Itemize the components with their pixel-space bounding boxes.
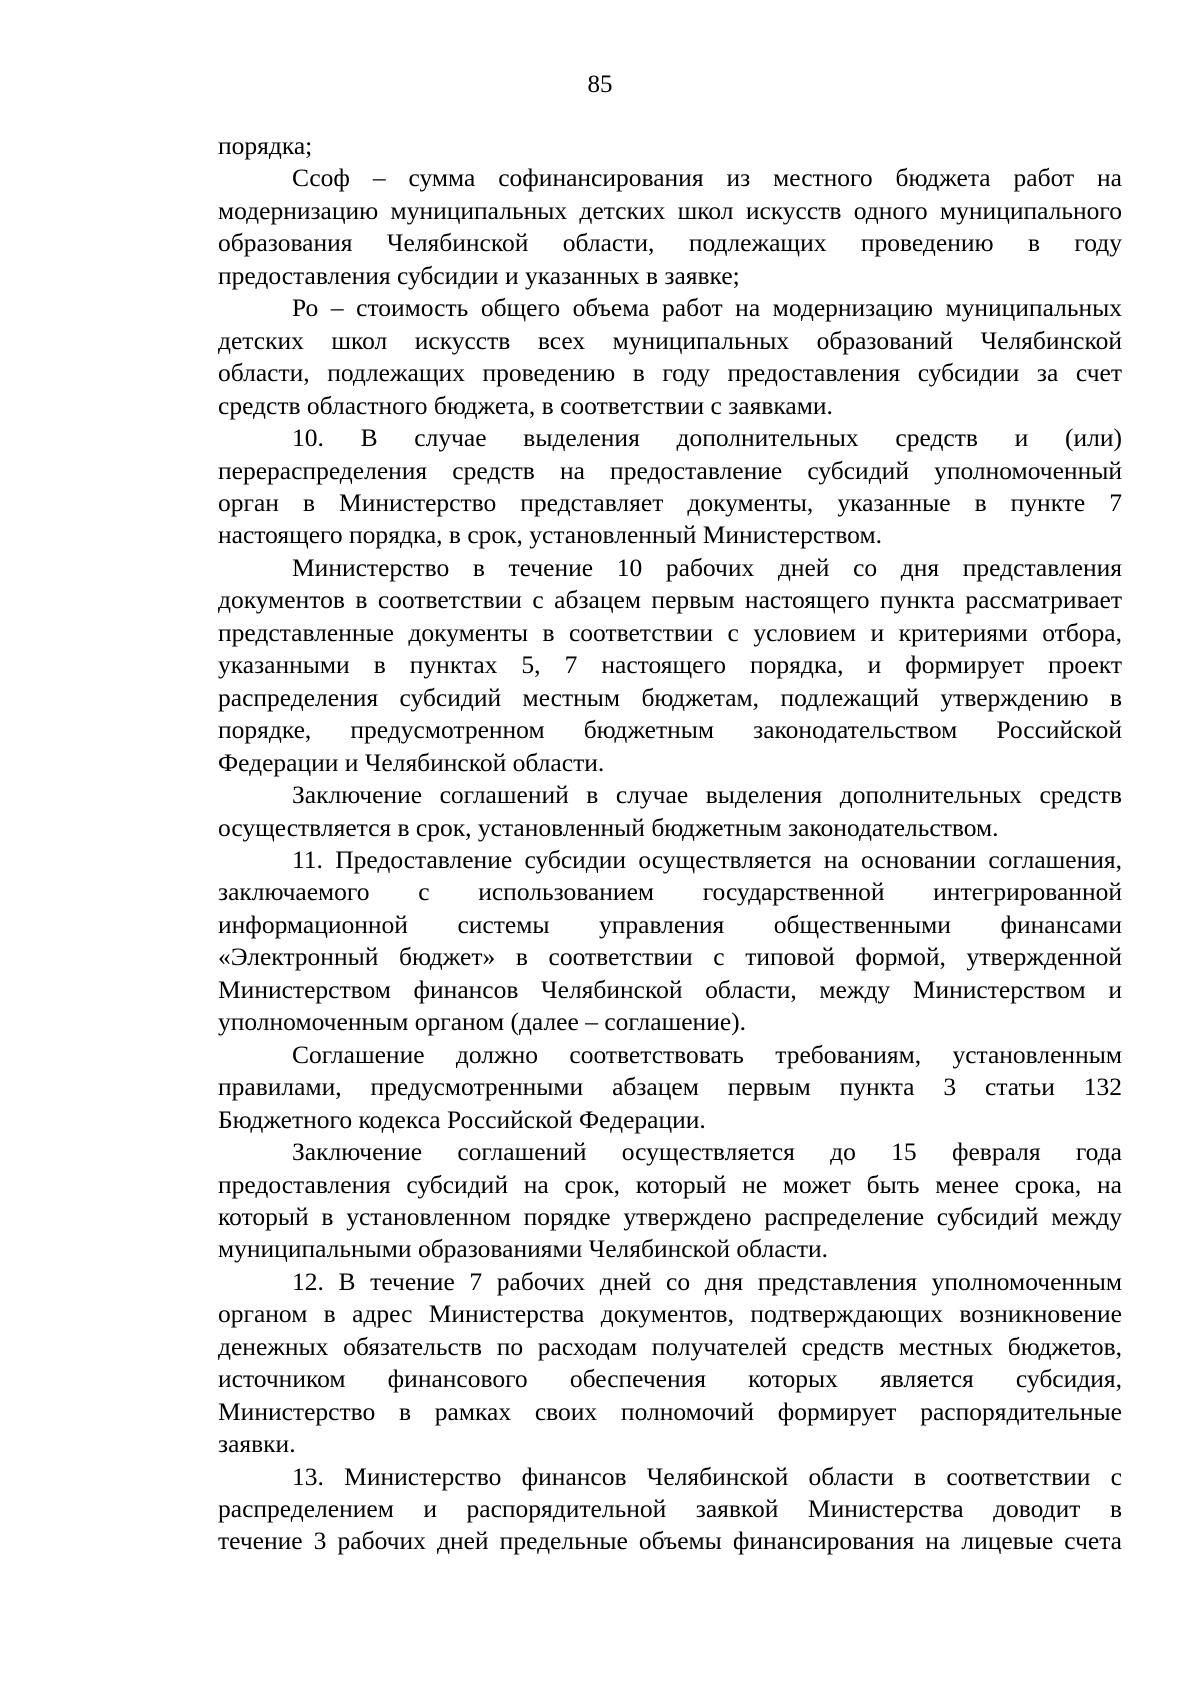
text-line: представленные документы в соответствии с условием и критериями отбора, (218, 617, 1122, 647)
text-line: 13. Министерство финансов Челябинской области в соответствии с (292, 1461, 1122, 1491)
text-line: 12. В течение 7 рабочих дней со дня представления уполномоченным (292, 1266, 1122, 1296)
text-line: модернизацию муниципальных детских школ искусств одного муниципального (218, 195, 1122, 225)
paragraph (144, 422, 1122, 552)
paragraph (144, 779, 1122, 844)
paragraph (144, 130, 1122, 162)
text-line: органом в адрес Министерства документов, подтверждающих возникновение (218, 1299, 1122, 1329)
text-line: течение 3 рабочих дней предельные объемы финансирования на лицевые счета (218, 1526, 1122, 1556)
page-number: 85 (587, 71, 613, 98)
text-line: правилами, предусмотренными абзацем первым пункта 3 статьи 132 (218, 1072, 1122, 1102)
paragraph (144, 1266, 1122, 1461)
text-line: орган в Министерство представляет документы, указанные в пункте 7 (218, 487, 1122, 517)
text-line: предоставления субсидий на срок, который не может быть менее срока, на (218, 1169, 1122, 1199)
text-line: Ссоф – сумма софинансирования из местного бюджета работ на (292, 163, 1122, 193)
text-line: Соглашение должно соответствовать требованиям, установленным (292, 1039, 1122, 1069)
text-line: денежных обязательств по расходам получателей средств местных бюджетов, (218, 1331, 1122, 1361)
paragraph (144, 292, 1122, 422)
text-line: детских школ искусств всех муниципальных образований Челябинской (218, 325, 1122, 355)
text-line: заключаемого с использованием государственной интегрированной (218, 877, 1122, 907)
text-line: области, подлежащих проведению в году предоставления субсидии за счет (218, 358, 1122, 388)
text-line: перераспределения средств на предоставление субсидий уполномоченный (218, 455, 1122, 485)
paragraph (144, 1136, 1122, 1266)
text-line: Заключение соглашений в случае выделения дополнительных средств (292, 780, 1122, 810)
text-line: осуществляется в срок, установленный бюджетным законодательством. (218, 812, 999, 842)
paragraph (144, 1039, 1122, 1136)
text-line: распределения субсидий местным бюджетам, подлежащий утверждению в (218, 682, 1122, 712)
text-line: который в установленном порядке утверждено распределение субсидий между (218, 1201, 1122, 1231)
paragraph (144, 162, 1122, 292)
text-line: документов в соответствии с абзацем первым настоящего пункта рассматривает (218, 585, 1122, 615)
text-line: источником финансового обеспечения которых является субсидия, (218, 1364, 1122, 1394)
text-line: Бюджетного кодекса Российской Федерации. (218, 1104, 706, 1134)
text-line: Ро – стоимость общего объема работ на модернизацию муниципальных (292, 293, 1122, 323)
text-line: 10. В случае выделения дополнительных средств и (или) (292, 423, 1122, 453)
text-line: Заключение соглашений осуществляется до 15 февраля года (292, 1137, 1122, 1167)
text-line: «Электронный бюджет» в соответствии с типовой формой, утвержденной (218, 942, 1122, 972)
paragraph (144, 552, 1122, 779)
paragraph (144, 844, 1122, 1039)
text-line: 11. Предоставление субсидии осуществляется на основании соглашения, (292, 844, 1122, 874)
text-line: муниципальными образованиями Челябинской области. (218, 1234, 829, 1264)
text-line: порядка; (218, 131, 313, 160)
text-line: Федерации и Челябинской области. (218, 747, 605, 777)
text-line: уполномоченным органом (далее – соглашение). (218, 1007, 747, 1037)
text-line: Министерством финансов Челябинской области, между Министерством и (218, 974, 1122, 1004)
text-line: предоставления субсидии и указанных в заявке; (218, 260, 740, 290)
text-line: настоящего порядка, в срок, установленный Министерством. (218, 520, 882, 550)
text-line: порядке, предусмотренном бюджетным законодательством Российской (218, 715, 1122, 745)
paragraph (144, 1461, 1122, 1558)
text-line: указанными в пунктах 5, 7 настоящего порядка, и формирует проект (218, 650, 1122, 680)
text-line: средств областного бюджета, в соответствии с заявками. (218, 390, 833, 420)
text-line: заявки. (218, 1429, 296, 1459)
text-line: распределением и распорядительной заявкой Министерства доводит в (218, 1494, 1122, 1524)
text-line: Министерство в течение 10 рабочих дней со дня представления (292, 552, 1122, 582)
text-line: информационной системы управления общественными финансами (218, 909, 1122, 939)
document-body (144, 130, 1122, 1558)
text-line: образования Челябинской области, подлежащих проведению в году (218, 228, 1122, 258)
text-line: Министерство в рамках своих полномочий формирует распорядительные (218, 1396, 1122, 1426)
